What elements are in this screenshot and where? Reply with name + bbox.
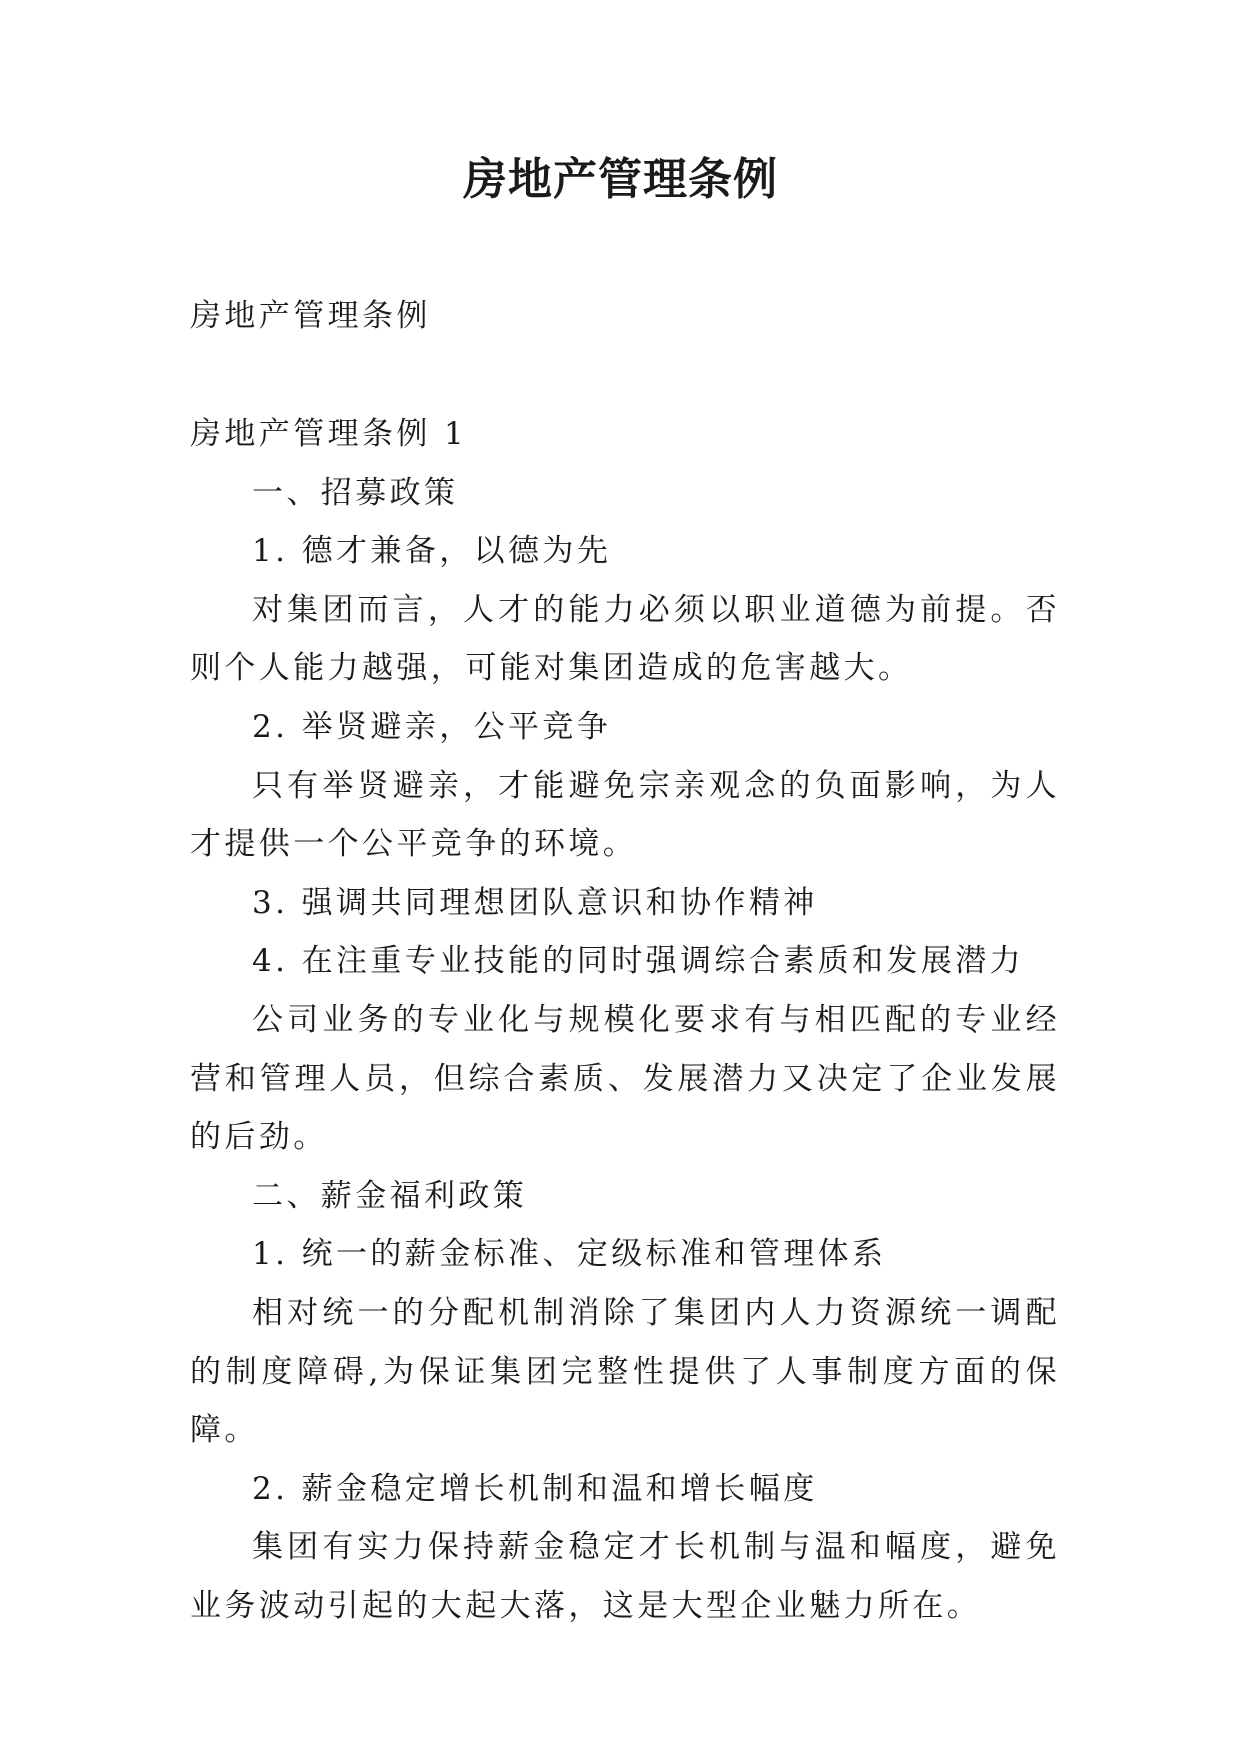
paragraph: 集团有实力保持薪金稳定才长机制与温和幅度，避免业务波动引起的大起大落，这是大型企业魅力所在。 [190, 1529, 1060, 1624]
list-item-heading: 1. 德才兼备，以德为先 [252, 533, 612, 570]
paragraph: 对集团而言，人才的能力必须以职业道德为前提。否则个人能力越强，可能对集团造成的危害越大。 [190, 591, 1060, 687]
paragraph: 相对统一的分配机制消除了集团内人力资源统一调配的制度障碍,为保证集团完整性提供了人事制度方面的保障。 [190, 1294, 1060, 1449]
document-title: 房地产管理条例 [463, 154, 778, 205]
list-item-heading: 1. 统一的薪金标准、定级标准和管理体系 [252, 1236, 887, 1273]
list-item-heading: 2. 举贤避亲，公平竞争 [252, 708, 612, 745]
section-heading-recruitment: 一、招募政策 [252, 474, 459, 511]
document-subtitle: 房地产管理条例 [190, 298, 431, 334]
document-body [190, 405, 1060, 1635]
section-heading-salary: 二、薪金福利政策 [252, 1177, 528, 1214]
paragraph: 公司业务的专业化与规模化要求有与相匹配的专业经营和管理人员，但综合素质、发展潜力又决定了企业发展的后劲。 [190, 1001, 1060, 1156]
list-item-heading: 4. 在注重专业技能的同时强调综合素质和发展潜力 [252, 943, 1025, 980]
paragraph: 只有举贤避亲，才能避免宗亲观念的负面影响，为人才提供一个公平竞争的环境。 [190, 767, 1060, 863]
list-item-heading: 2. 薪金稳定增长机制和温和增长幅度 [252, 1470, 818, 1507]
list-item-heading: 3. 强调共同理想团队意识和协作精神 [252, 884, 818, 921]
paragraph: 房地产管理条例 1 [190, 416, 468, 452]
